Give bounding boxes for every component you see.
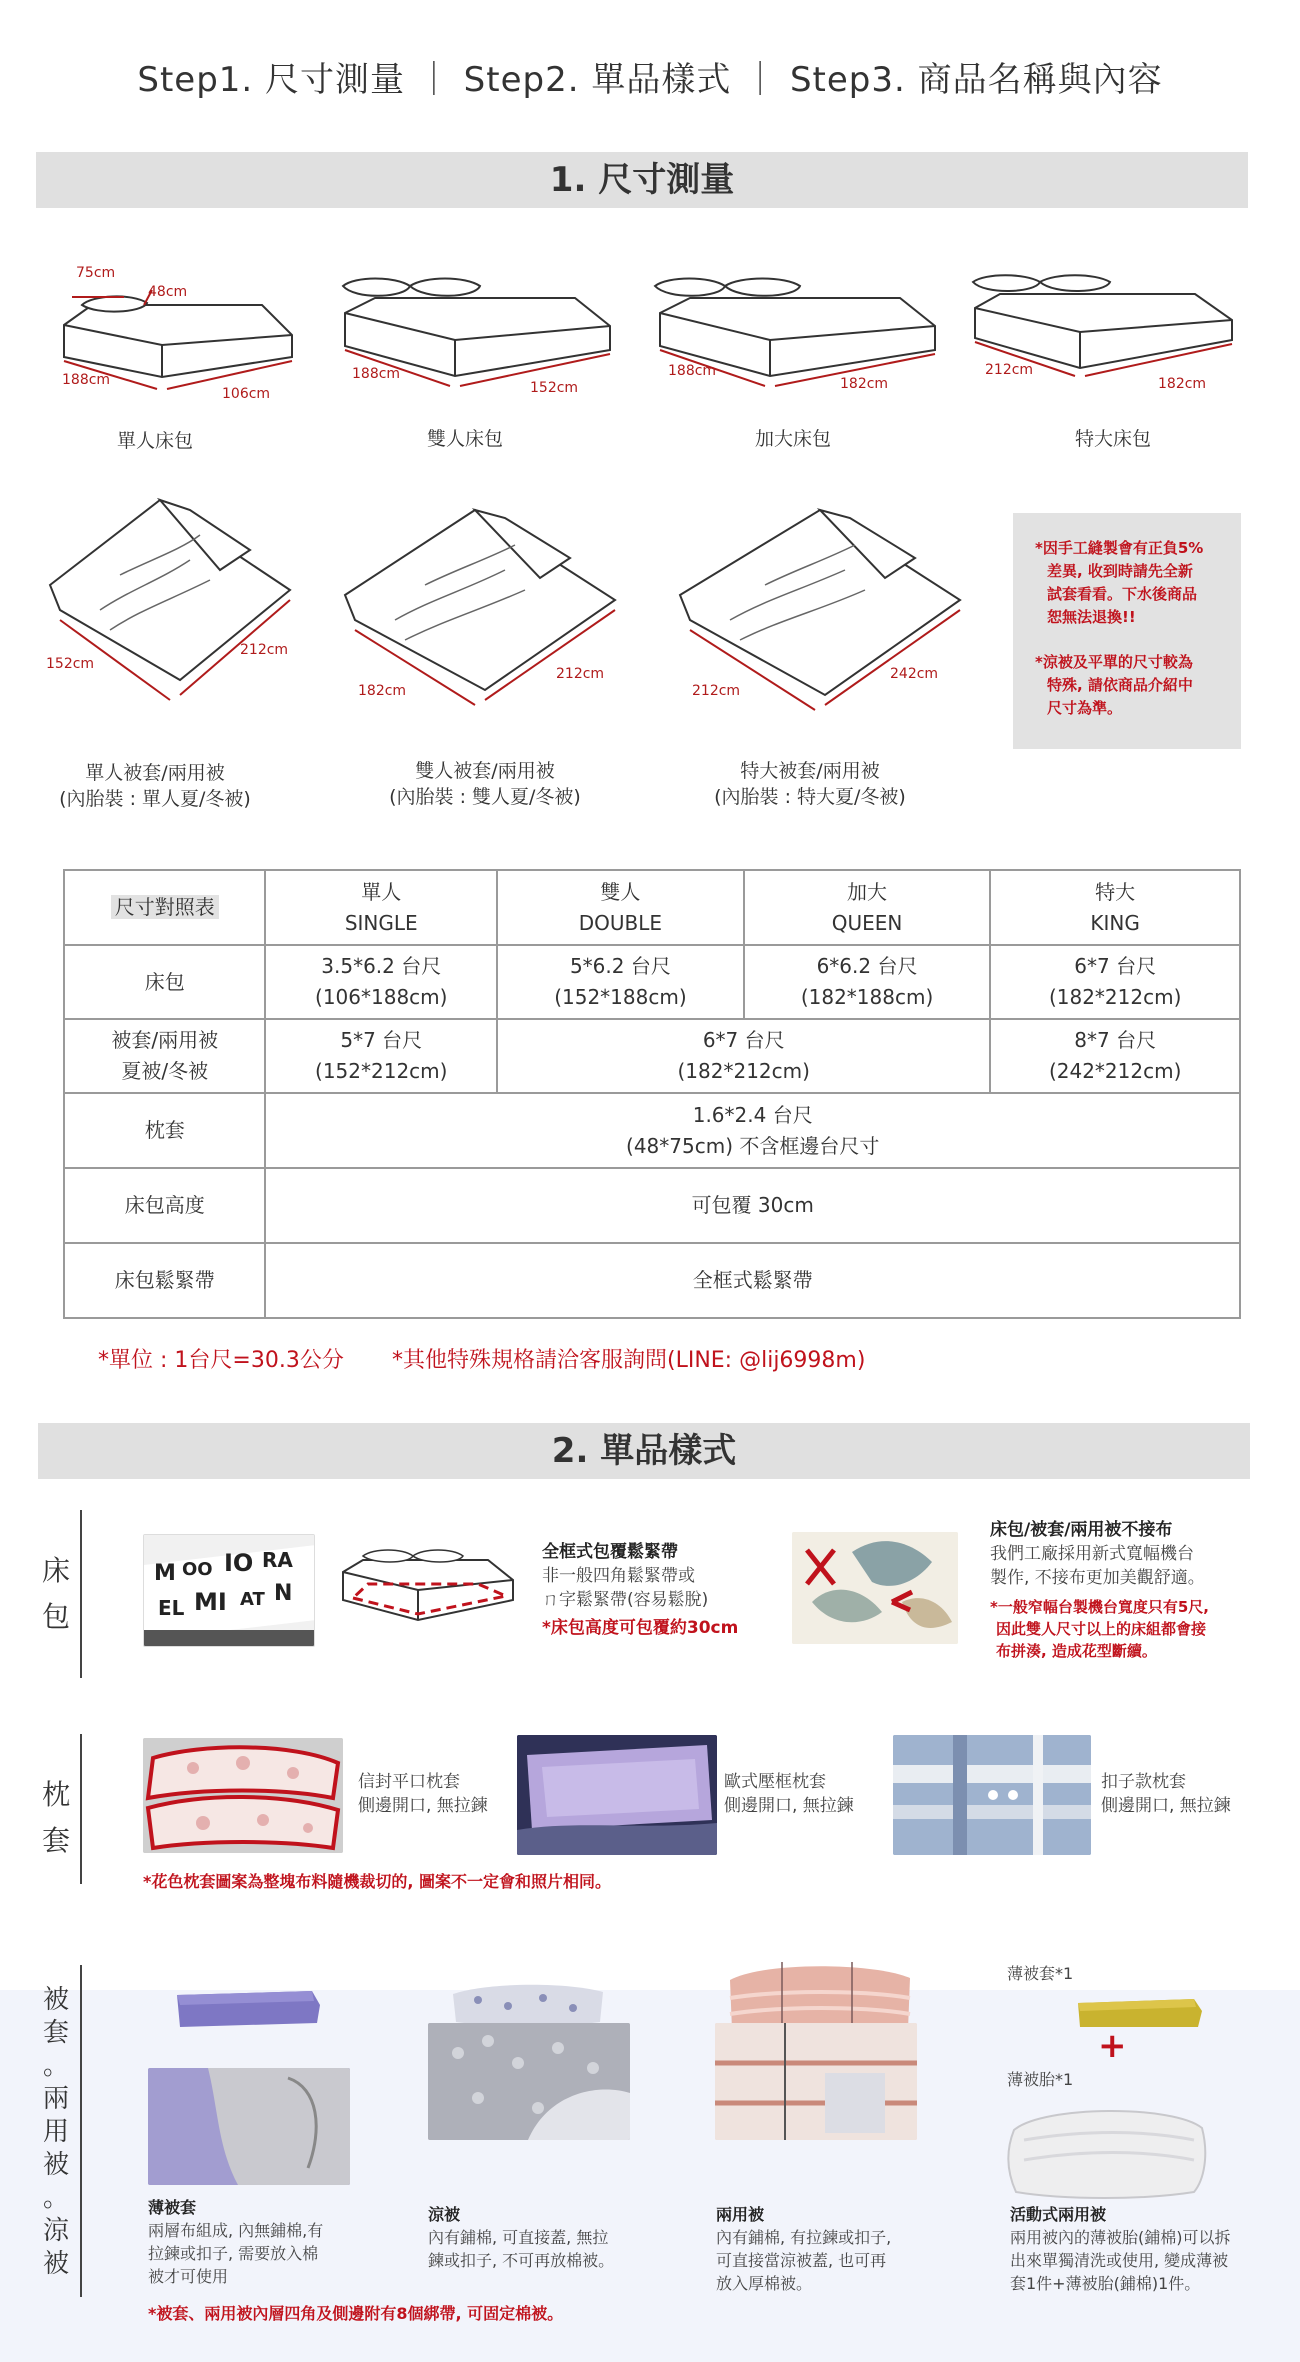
cover-ties-note: *被套、兩用被內層四角及側邊附有8個綁帶, 可固定棉被。 [148,2304,564,2323]
cover-single-sublabel: (內胎裝 : 單人夏/冬被) [59,788,251,810]
cover-king-sublabel: (內胎裝 : 特大夏/冬被) [714,786,906,808]
table-cell: 可包覆 30cm [265,1168,1240,1243]
thin-cover-folded-photo [172,1985,322,2030]
thin-cover-combo-photo [1074,1995,1204,2031]
dual-quilt-detail-photo [715,2023,917,2140]
svg-text:AT: AT [240,1589,265,1610]
cover-single-illustration [40,490,300,710]
cover-double-label: 雙人被套/兩用被 [415,760,555,782]
svg-text:IO: IO [224,1549,254,1577]
svg-text:MI: MI [194,1588,227,1616]
svg-text:M: M [154,1561,176,1586]
combo-top-label: 薄被套*1 [1007,1964,1074,1983]
table-cell: 6*7 台尺 (182*212cm) [497,1019,990,1093]
notice-line: 恕無法退換!! [1047,608,1136,626]
sheet-queen-label: 加大床包 [754,428,831,450]
divider-line [80,1734,82,1884]
sheet-elastic-illustration [338,1542,518,1632]
pillow-euro-desc: 歐式壓框枕套 側邊開口, 無拉鍊 [724,1772,854,1816]
cover-king-label: 特大被套/兩用被 [740,760,880,782]
thin-cover-detail-photo [148,2068,350,2185]
pillow-note: *花色枕套圖案為整塊布料隨機裁切的, 圖案不一定會和照片相同。 [143,1872,612,1891]
notice-line: *涼被及平單的尺寸較為 [1035,653,1193,671]
plus-sign: + [1098,2026,1127,2066]
svg-text:RA: RA [262,1548,293,1572]
table-row-label: 被套/兩用被 夏被/冬被 [64,1019,265,1093]
svg-text:OO: OO [182,1559,213,1580]
table-cell: 5*7 台尺 (152*212cm) [265,1019,497,1093]
pillow-euro-photo [517,1735,717,1855]
notice-line: *因手工縫製會有正負5% [1035,539,1204,557]
dim-label: 188cm [352,366,401,382]
sheet-elastic-desc: 全框式包覆鬆緊帶 非一般四角鬆緊帶或 ㄇ字鬆緊帶(容易鬆脫) *床包高度可包覆約30cm [542,1542,739,1638]
table-corner: 尺寸對照表 [64,870,265,945]
table-row [64,1093,1240,1168]
thin-cover-desc: 薄被套 兩層布組成, 內無鋪棉,有 拉鍊或扣子, 需要放入棉 被才可使用 [148,2198,324,2286]
dim-label: 212cm [692,683,741,699]
unit-footnote: *單位 : 1台尺=30.3公分 [98,1348,344,1373]
table-row [64,1168,1240,1243]
dim-label: 75cm [76,265,116,281]
table-cell: 6*7 台尺 (182*212cm) [990,945,1240,1019]
section-title-styles: 2. 單品樣式 [38,1423,1250,1479]
row-label-covers: 被 套 。 兩 用 被 。 涼 被 [42,1985,69,2279]
table-cell: 8*7 台尺 (242*212cm) [990,1019,1240,1093]
table-row [64,945,1240,1019]
table-header-cell: 加大 QUEEN [744,870,991,945]
table-row-label: 床包 [64,945,265,1019]
table-cell: 6*6.2 台尺 (182*188cm) [744,945,991,1019]
summer-quilt-detail-photo [428,2023,630,2140]
row-label-sheet: 床包 [41,1554,70,1633]
table-cell: 5*6.2 台尺 (152*188cm) [497,945,744,1019]
notice-line: 試套看看。下水後商品 [1047,585,1198,603]
size-comparison-table [63,869,1241,1319]
table-cell: 全框式鬆緊帶 [265,1243,1240,1318]
dim-label: 48cm [148,284,188,300]
table-cell: 1.6*2.4 台尺 (48*75cm) 不含框邊台尺寸 [265,1093,1240,1168]
dim-label: 188cm [62,372,111,388]
cover-single-label: 單人被套/兩用被 [85,762,225,784]
table-header-cell: 雙人 DOUBLE [497,870,744,945]
table-row [64,1019,1240,1093]
pillow-envelope-desc: 信封平口枕套 側邊開口, 無拉鍊 [358,1772,488,1816]
table-row-label: 枕套 [64,1093,265,1168]
table-cell: 3.5*6.2 台尺 (106*188cm) [265,945,497,1019]
steps-header: Step1. 尺寸測量 ｜ Step2. 單品樣式 ｜ Step3. 商品名稱與內容 [137,60,1163,100]
table-header-cell: 單人 SINGLE [265,870,497,945]
sheet-single-label: 單人床包 [116,430,193,452]
sheet-pattern-photo [143,1534,315,1647]
table-row-label: 床包高度 [64,1168,265,1243]
sheet-king-label: 特大床包 [1074,428,1151,450]
pillow-envelope-photo [143,1738,343,1853]
quilt-insert-combo-photo [1004,2100,1209,2200]
pillow-button-photo [893,1735,1091,1855]
table-row [64,1243,1240,1318]
seam-photo [792,1532,958,1644]
notice-line: 尺寸為準。 [1047,699,1123,717]
dim-label: 212cm [985,362,1034,378]
dim-label: 182cm [1158,376,1207,392]
notice-line: 差異, 收到時請先全新 [1047,562,1193,580]
table-header-cell: 特大 KING [990,870,1240,945]
dim-label: 212cm [556,666,605,682]
dim-label: 152cm [530,380,579,396]
seam-desc: 床包/被套/兩用被不接布 我們工廠採用新式寬幅機台 製作, 不接布更加美觀舒適。 *一般窄幅台製機台寬度只有5尺, 因此雙人尺寸以上的床組都會接 布拼湊, 造成花型斷續。 [990,1520,1209,1660]
contact-footnote: *其他特殊規格請洽客服詢問(LINE: @lij6998m) [392,1348,866,1373]
notice-line: 特殊, 請依商品介紹中 [1047,676,1193,694]
divider-line [80,1965,82,2297]
summer-quilt-desc: 涼被 內有鋪棉, 可直接蓋, 無拉 鍊或扣子, 不可再放棉被。 [428,2205,615,2270]
row-label-pillow: 枕套 [41,1778,70,1857]
dim-label: 242cm [890,666,939,682]
svg-text:N: N [274,1581,293,1606]
cover-double-sublabel: (內胎裝 : 雙人夏/冬被) [389,786,581,808]
removable-quilt-desc: 活動式兩用被 兩用被內的薄被胎(鋪棉)可以拆 出來單獨清洗或使用, 變成薄被 套1件+薄被胎(鋪棉)1件。 [1010,2205,1231,2293]
dim-label: 212cm [240,642,289,658]
notice-box [1013,513,1241,749]
divider-line [80,1510,82,1678]
svg-text:EL: EL [158,1596,185,1620]
dual-quilt-desc: 兩用被 內有鋪棉, 有拉鍊或扣子, 可直接當涼被蓋, 也可再 放入厚棉被。 [716,2205,892,2293]
pillow-button-desc: 扣子款枕套 側邊開口, 無拉鍊 [1101,1772,1231,1816]
dim-label: 182cm [358,683,407,699]
dim-label: 152cm [46,656,95,672]
dim-label: 106cm [222,386,271,402]
combo-bottom-label: 薄被胎*1 [1007,2070,1074,2089]
sheet-double-label: 雙人床包 [426,428,503,450]
section-title-size: 1. 尺寸測量 [36,152,1248,208]
table-row-label: 床包鬆緊帶 [64,1243,265,1318]
dim-label: 182cm [840,376,889,392]
table-header-row [64,870,1240,945]
dim-label: 188cm [668,363,717,379]
